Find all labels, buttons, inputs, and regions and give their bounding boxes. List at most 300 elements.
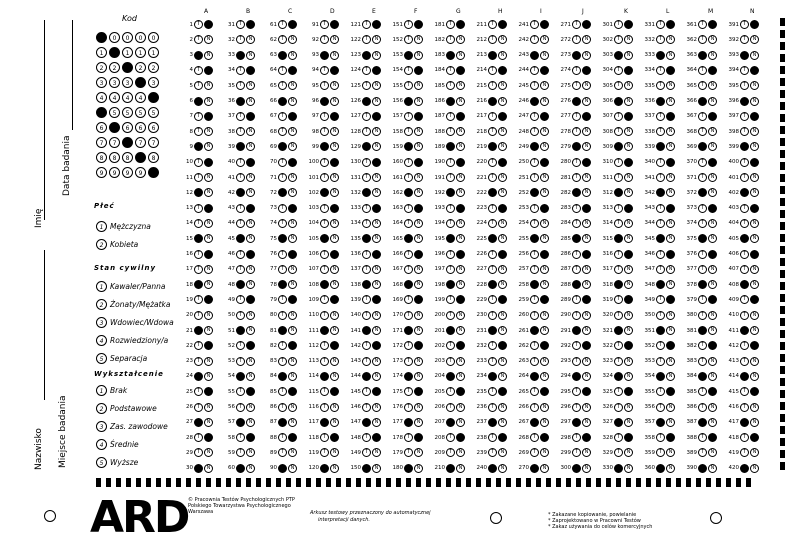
answer-bubble-t[interactable]: T bbox=[530, 311, 539, 320]
answer-bubble-n[interactable]: N bbox=[750, 387, 759, 396]
answer-bubble-t[interactable]: T bbox=[740, 403, 749, 412]
answer-bubble-n[interactable]: N bbox=[750, 51, 759, 60]
answer-bubble-t[interactable]: T bbox=[488, 464, 497, 473]
answer-bubble-t[interactable]: T bbox=[572, 142, 581, 151]
answer-bubble-n[interactable]: N bbox=[330, 81, 339, 90]
answer-bubble-n[interactable]: N bbox=[750, 464, 759, 473]
answer-bubble-t[interactable]: T bbox=[656, 204, 665, 213]
answer-bubble-n[interactable]: N bbox=[540, 127, 549, 136]
answer-bubble-t[interactable]: T bbox=[698, 66, 707, 75]
answer-bubble-n[interactable]: N bbox=[540, 326, 549, 335]
answer-bubble-t[interactable]: T bbox=[362, 280, 371, 289]
answer-bubble-n[interactable]: N bbox=[498, 372, 507, 381]
answer-bubble-n[interactable]: N bbox=[540, 403, 549, 412]
answer-bubble-t[interactable]: T bbox=[446, 81, 455, 90]
answer-bubble-t[interactable]: T bbox=[572, 387, 581, 396]
answer-bubble-n[interactable]: N bbox=[456, 158, 465, 167]
answer-bubble-t[interactable]: T bbox=[278, 341, 287, 350]
answer-bubble-n[interactable]: N bbox=[330, 295, 339, 304]
answer-bubble-t[interactable]: T bbox=[236, 188, 245, 197]
answer-bubble-t[interactable]: T bbox=[278, 81, 287, 90]
answer-bubble-n[interactable]: N bbox=[624, 387, 633, 396]
answer-bubble-t[interactable]: T bbox=[404, 387, 413, 396]
answer-bubble-n[interactable]: N bbox=[708, 265, 717, 274]
answer-bubble-t[interactable]: T bbox=[572, 341, 581, 350]
answer-bubble-n[interactable]: N bbox=[750, 311, 759, 320]
answer-bubble-n[interactable]: N bbox=[372, 372, 381, 381]
answer-bubble-n[interactable]: N bbox=[246, 280, 255, 289]
answer-bubble-t[interactable]: T bbox=[572, 234, 581, 243]
answer-bubble-n[interactable]: N bbox=[204, 418, 213, 427]
option-bubble[interactable]: 4 bbox=[96, 335, 107, 346]
answer-bubble-n[interactable]: N bbox=[666, 219, 675, 228]
answer-bubble-t[interactable]: T bbox=[362, 357, 371, 366]
answer-bubble-t[interactable]: T bbox=[740, 127, 749, 136]
answer-bubble-t[interactable]: T bbox=[236, 372, 245, 381]
answer-bubble-t[interactable]: T bbox=[320, 326, 329, 335]
answer-bubble-t[interactable]: T bbox=[530, 341, 539, 350]
marital-option[interactable] bbox=[96, 316, 174, 328]
answer-bubble-t[interactable]: T bbox=[194, 341, 203, 350]
answer-bubble-n[interactable]: N bbox=[288, 265, 297, 274]
code-bubble[interactable]: 3 bbox=[96, 77, 107, 88]
answer-bubble-n[interactable]: N bbox=[708, 142, 717, 151]
answer-bubble-n[interactable]: N bbox=[540, 464, 549, 473]
answer-bubble-t[interactable]: T bbox=[236, 295, 245, 304]
answer-bubble-n[interactable]: N bbox=[414, 433, 423, 442]
code-bubble[interactable]: 3 bbox=[135, 77, 146, 88]
answer-bubble-n[interactable]: N bbox=[414, 341, 423, 350]
answer-bubble-n[interactable]: N bbox=[456, 280, 465, 289]
answer-bubble-t[interactable]: T bbox=[614, 97, 623, 106]
answer-bubble-n[interactable]: N bbox=[456, 51, 465, 60]
answer-bubble-n[interactable]: N bbox=[204, 448, 213, 457]
answer-bubble-n[interactable]: N bbox=[456, 357, 465, 366]
answer-bubble-n[interactable]: N bbox=[708, 20, 717, 29]
answer-bubble-n[interactable]: N bbox=[540, 188, 549, 197]
answer-bubble-n[interactable]: N bbox=[372, 204, 381, 213]
answer-bubble-n[interactable]: N bbox=[540, 20, 549, 29]
answer-bubble-t[interactable]: T bbox=[404, 66, 413, 75]
answer-bubble-t[interactable]: T bbox=[698, 418, 707, 427]
answer-bubble-n[interactable]: N bbox=[582, 234, 591, 243]
answer-bubble-t[interactable]: T bbox=[404, 464, 413, 473]
answer-bubble-t[interactable]: T bbox=[572, 97, 581, 106]
answer-bubble-n[interactable]: N bbox=[582, 81, 591, 90]
answer-bubble-n[interactable]: N bbox=[330, 311, 339, 320]
answer-bubble-t[interactable]: T bbox=[740, 112, 749, 121]
answer-bubble-t[interactable]: T bbox=[404, 433, 413, 442]
answer-bubble-n[interactable]: N bbox=[330, 127, 339, 136]
answer-bubble-n[interactable]: N bbox=[624, 173, 633, 182]
answer-bubble-n[interactable]: N bbox=[708, 35, 717, 44]
answer-bubble-n[interactable]: N bbox=[540, 234, 549, 243]
answer-bubble-t[interactable]: T bbox=[278, 403, 287, 412]
answer-bubble-t[interactable]: T bbox=[656, 20, 665, 29]
answer-bubble-t[interactable]: T bbox=[404, 219, 413, 228]
answer-bubble-n[interactable]: N bbox=[204, 265, 213, 274]
answer-bubble-t[interactable]: T bbox=[698, 464, 707, 473]
answer-bubble-n[interactable]: N bbox=[414, 188, 423, 197]
answer-bubble-t[interactable]: T bbox=[572, 204, 581, 213]
answer-bubble-n[interactable]: N bbox=[708, 158, 717, 167]
answer-bubble-n[interactable]: N bbox=[246, 127, 255, 136]
answer-bubble-t[interactable]: T bbox=[278, 219, 287, 228]
answer-bubble-n[interactable]: N bbox=[414, 127, 423, 136]
answer-bubble-t[interactable]: T bbox=[278, 204, 287, 213]
answer-bubble-t[interactable]: T bbox=[404, 295, 413, 304]
answer-bubble-t[interactable]: T bbox=[320, 280, 329, 289]
answer-bubble-n[interactable]: N bbox=[624, 20, 633, 29]
answer-bubble-t[interactable]: T bbox=[698, 341, 707, 350]
answer-bubble-t[interactable]: T bbox=[236, 357, 245, 366]
answer-bubble-n[interactable]: N bbox=[582, 448, 591, 457]
answer-bubble-t[interactable]: T bbox=[278, 66, 287, 75]
place-field-line[interactable] bbox=[44, 250, 45, 400]
answer-bubble-t[interactable]: T bbox=[530, 387, 539, 396]
answer-bubble-t[interactable]: T bbox=[278, 35, 287, 44]
answer-bubble-t[interactable]: T bbox=[320, 403, 329, 412]
answer-bubble-n[interactable]: N bbox=[750, 326, 759, 335]
answer-bubble-n[interactable]: N bbox=[666, 311, 675, 320]
answer-bubble-n[interactable]: N bbox=[624, 357, 633, 366]
answer-bubble-t[interactable]: T bbox=[614, 51, 623, 60]
answer-bubble-t[interactable]: T bbox=[656, 295, 665, 304]
answer-bubble-n[interactable]: N bbox=[204, 97, 213, 106]
answer-bubble-t[interactable]: T bbox=[404, 142, 413, 151]
answer-bubble-t[interactable]: T bbox=[362, 433, 371, 442]
answer-bubble-n[interactable]: N bbox=[582, 250, 591, 259]
answer-bubble-t[interactable]: T bbox=[572, 188, 581, 197]
answer-bubble-n[interactable]: N bbox=[540, 204, 549, 213]
answer-bubble-n[interactable]: N bbox=[750, 250, 759, 259]
answer-bubble-t[interactable]: T bbox=[530, 127, 539, 136]
answer-bubble-n[interactable]: N bbox=[372, 127, 381, 136]
answer-bubble-t[interactable]: T bbox=[320, 311, 329, 320]
answer-bubble-n[interactable]: N bbox=[624, 97, 633, 106]
answer-bubble-t[interactable]: T bbox=[446, 112, 455, 121]
answer-bubble-n[interactable]: N bbox=[750, 188, 759, 197]
answer-bubble-n[interactable]: N bbox=[204, 372, 213, 381]
answer-bubble-t[interactable]: T bbox=[236, 464, 245, 473]
answer-bubble-t[interactable]: T bbox=[614, 403, 623, 412]
answer-bubble-n[interactable]: N bbox=[666, 295, 675, 304]
answer-bubble-t[interactable]: T bbox=[404, 81, 413, 90]
answer-bubble-n[interactable]: N bbox=[288, 112, 297, 121]
answer-bubble-n[interactable]: N bbox=[624, 81, 633, 90]
answer-bubble-n[interactable]: N bbox=[456, 418, 465, 427]
answer-bubble-n[interactable]: N bbox=[372, 387, 381, 396]
answer-bubble-n[interactable]: N bbox=[204, 357, 213, 366]
code-bubble[interactable]: 7 bbox=[109, 137, 120, 148]
answer-bubble-n[interactable]: N bbox=[708, 403, 717, 412]
education-option[interactable] bbox=[96, 420, 168, 432]
marital-option[interactable] bbox=[96, 280, 166, 292]
answer-bubble-n[interactable]: N bbox=[498, 66, 507, 75]
answer-bubble-t[interactable]: T bbox=[194, 81, 203, 90]
answer-bubble-t[interactable]: T bbox=[404, 341, 413, 350]
answer-bubble-t[interactable]: T bbox=[404, 326, 413, 335]
answer-bubble-n[interactable]: N bbox=[246, 295, 255, 304]
answer-bubble-t[interactable]: T bbox=[320, 464, 329, 473]
answer-bubble-n[interactable]: N bbox=[372, 448, 381, 457]
answer-bubble-n[interactable]: N bbox=[414, 448, 423, 457]
answer-bubble-n[interactable]: N bbox=[750, 341, 759, 350]
answer-bubble-t[interactable]: T bbox=[488, 20, 497, 29]
answer-bubble-t[interactable]: T bbox=[362, 127, 371, 136]
answer-bubble-n[interactable]: N bbox=[456, 66, 465, 75]
answer-bubble-n[interactable]: N bbox=[624, 433, 633, 442]
answer-bubble-t[interactable]: T bbox=[446, 265, 455, 274]
answer-bubble-n[interactable]: N bbox=[498, 112, 507, 121]
answer-bubble-n[interactable]: N bbox=[414, 372, 423, 381]
answer-bubble-n[interactable]: N bbox=[666, 250, 675, 259]
marital-option[interactable] bbox=[96, 334, 168, 346]
answer-bubble-t[interactable]: T bbox=[698, 142, 707, 151]
answer-bubble-n[interactable]: N bbox=[330, 280, 339, 289]
answer-bubble-n[interactable]: N bbox=[288, 433, 297, 442]
answer-bubble-t[interactable]: T bbox=[320, 81, 329, 90]
answer-bubble-t[interactable]: T bbox=[236, 326, 245, 335]
answer-bubble-t[interactable]: T bbox=[320, 387, 329, 396]
answer-bubble-n[interactable]: N bbox=[624, 464, 633, 473]
code-bubble[interactable]: 3 bbox=[109, 77, 120, 88]
code-bubble[interactable]: 2 bbox=[148, 62, 159, 73]
answer-bubble-t[interactable]: T bbox=[278, 127, 287, 136]
answer-bubble-n[interactable]: N bbox=[498, 35, 507, 44]
answer-bubble-n[interactable]: N bbox=[666, 35, 675, 44]
answer-bubble-n[interactable]: N bbox=[708, 341, 717, 350]
answer-bubble-n[interactable]: N bbox=[666, 142, 675, 151]
answer-bubble-t[interactable]: T bbox=[740, 311, 749, 320]
answer-bubble-t[interactable]: T bbox=[404, 448, 413, 457]
answer-bubble-n[interactable]: N bbox=[666, 158, 675, 167]
answer-bubble-t[interactable]: T bbox=[320, 433, 329, 442]
answer-bubble-n[interactable]: N bbox=[666, 51, 675, 60]
answer-bubble-t[interactable]: T bbox=[572, 295, 581, 304]
answer-bubble-t[interactable]: T bbox=[614, 433, 623, 442]
answer-bubble-n[interactable]: N bbox=[498, 250, 507, 259]
answer-bubble-n[interactable]: N bbox=[582, 403, 591, 412]
answer-bubble-t[interactable]: T bbox=[320, 265, 329, 274]
answer-bubble-n[interactable]: N bbox=[750, 20, 759, 29]
answer-bubble-t[interactable]: T bbox=[446, 280, 455, 289]
answer-bubble-n[interactable]: N bbox=[750, 66, 759, 75]
answer-bubble-t[interactable]: T bbox=[656, 418, 665, 427]
answer-bubble-n[interactable]: N bbox=[414, 295, 423, 304]
answer-bubble-t[interactable]: T bbox=[362, 158, 371, 167]
option-bubble[interactable]: 1 bbox=[96, 385, 107, 396]
answer-bubble-t[interactable]: T bbox=[236, 311, 245, 320]
answer-bubble-n[interactable]: N bbox=[246, 35, 255, 44]
answer-bubble-n[interactable]: N bbox=[750, 81, 759, 90]
answer-bubble-t[interactable]: T bbox=[236, 142, 245, 151]
answer-bubble-n[interactable]: N bbox=[624, 51, 633, 60]
answer-bubble-t[interactable]: T bbox=[446, 387, 455, 396]
answer-bubble-t[interactable]: T bbox=[194, 127, 203, 136]
answer-bubble-t[interactable]: T bbox=[740, 418, 749, 427]
answer-bubble-n[interactable]: N bbox=[330, 35, 339, 44]
answer-bubble-n[interactable]: N bbox=[708, 464, 717, 473]
answer-bubble-t[interactable]: T bbox=[320, 51, 329, 60]
answer-bubble-n[interactable]: N bbox=[246, 219, 255, 228]
answer-bubble-t[interactable]: T bbox=[362, 372, 371, 381]
answer-bubble-n[interactable]: N bbox=[204, 219, 213, 228]
answer-bubble-n[interactable]: N bbox=[750, 97, 759, 106]
answer-bubble-n[interactable]: N bbox=[540, 158, 549, 167]
answer-bubble-t[interactable]: T bbox=[446, 418, 455, 427]
code-bubble[interactable]: 0 bbox=[122, 32, 133, 43]
answer-bubble-n[interactable]: N bbox=[540, 66, 549, 75]
answer-bubble-n[interactable]: N bbox=[372, 112, 381, 121]
answer-bubble-t[interactable]: T bbox=[362, 311, 371, 320]
answer-bubble-n[interactable]: N bbox=[330, 66, 339, 75]
answer-bubble-t[interactable]: T bbox=[404, 158, 413, 167]
code-bubble[interactable]: 2 bbox=[122, 62, 133, 73]
answer-bubble-n[interactable]: N bbox=[498, 142, 507, 151]
answer-bubble-t[interactable]: T bbox=[740, 433, 749, 442]
code-bubble[interactable]: 6 bbox=[148, 122, 159, 133]
answer-bubble-t[interactable]: T bbox=[236, 387, 245, 396]
answer-bubble-t[interactable]: T bbox=[530, 188, 539, 197]
answer-bubble-n[interactable]: N bbox=[372, 250, 381, 259]
answer-bubble-n[interactable]: N bbox=[666, 66, 675, 75]
answer-bubble-t[interactable]: T bbox=[404, 20, 413, 29]
answer-bubble-n[interactable]: N bbox=[372, 280, 381, 289]
answer-bubble-n[interactable]: N bbox=[540, 142, 549, 151]
answer-bubble-t[interactable]: T bbox=[530, 372, 539, 381]
answer-bubble-n[interactable]: N bbox=[456, 81, 465, 90]
answer-bubble-n[interactable]: N bbox=[456, 127, 465, 136]
option-bubble[interactable]: 3 bbox=[96, 421, 107, 432]
answer-bubble-n[interactable]: N bbox=[372, 219, 381, 228]
answer-bubble-n[interactable]: N bbox=[582, 158, 591, 167]
answer-bubble-n[interactable]: N bbox=[414, 35, 423, 44]
answer-bubble-n[interactable]: N bbox=[372, 188, 381, 197]
answer-bubble-t[interactable]: T bbox=[614, 188, 623, 197]
answer-bubble-n[interactable]: N bbox=[372, 20, 381, 29]
answer-bubble-n[interactable]: N bbox=[750, 433, 759, 442]
answer-bubble-t[interactable]: T bbox=[194, 433, 203, 442]
answer-bubble-t[interactable]: T bbox=[320, 142, 329, 151]
answer-bubble-n[interactable]: N bbox=[456, 433, 465, 442]
answer-bubble-t[interactable]: T bbox=[194, 464, 203, 473]
answer-bubble-t[interactable]: T bbox=[488, 448, 497, 457]
answer-bubble-t[interactable]: T bbox=[362, 219, 371, 228]
answer-bubble-n[interactable]: N bbox=[708, 357, 717, 366]
answer-bubble-t[interactable]: T bbox=[362, 403, 371, 412]
answer-bubble-n[interactable]: N bbox=[750, 158, 759, 167]
answer-bubble-n[interactable]: N bbox=[708, 234, 717, 243]
answer-bubble-t[interactable]: T bbox=[698, 81, 707, 90]
answer-bubble-t[interactable]: T bbox=[698, 158, 707, 167]
answer-bubble-t[interactable]: T bbox=[320, 341, 329, 350]
answer-bubble-t[interactable]: T bbox=[530, 204, 539, 213]
answer-bubble-t[interactable]: T bbox=[278, 372, 287, 381]
answer-bubble-n[interactable]: N bbox=[288, 250, 297, 259]
answer-bubble-n[interactable]: N bbox=[708, 66, 717, 75]
answer-bubble-n[interactable]: N bbox=[372, 35, 381, 44]
answer-bubble-n[interactable]: N bbox=[288, 66, 297, 75]
answer-bubble-t[interactable]: T bbox=[236, 234, 245, 243]
answer-bubble-t[interactable]: T bbox=[446, 204, 455, 213]
answer-bubble-t[interactable]: T bbox=[698, 372, 707, 381]
answer-bubble-n[interactable]: N bbox=[582, 204, 591, 213]
answer-bubble-n[interactable]: N bbox=[414, 280, 423, 289]
answer-bubble-t[interactable]: T bbox=[194, 173, 203, 182]
answer-bubble-n[interactable]: N bbox=[540, 448, 549, 457]
code-bubble[interactable]: 1 bbox=[122, 47, 133, 58]
answer-bubble-t[interactable]: T bbox=[446, 219, 455, 228]
option-bubble[interactable]: 5 bbox=[96, 353, 107, 364]
answer-bubble-t[interactable]: T bbox=[278, 433, 287, 442]
answer-bubble-n[interactable]: N bbox=[708, 127, 717, 136]
answer-bubble-n[interactable]: N bbox=[204, 403, 213, 412]
answer-bubble-t[interactable]: T bbox=[530, 219, 539, 228]
answer-bubble-n[interactable]: N bbox=[414, 311, 423, 320]
answer-bubble-t[interactable]: T bbox=[362, 97, 371, 106]
answer-bubble-t[interactable]: T bbox=[656, 357, 665, 366]
answer-bubble-t[interactable]: T bbox=[572, 357, 581, 366]
answer-bubble-n[interactable]: N bbox=[246, 387, 255, 396]
answer-bubble-t[interactable]: T bbox=[446, 234, 455, 243]
code-bubble[interactable]: 4 bbox=[135, 92, 146, 103]
answer-bubble-n[interactable]: N bbox=[666, 357, 675, 366]
answer-bubble-t[interactable]: T bbox=[740, 142, 749, 151]
answer-bubble-t[interactable]: T bbox=[194, 387, 203, 396]
answer-bubble-n[interactable]: N bbox=[666, 97, 675, 106]
answer-bubble-n[interactable]: N bbox=[498, 204, 507, 213]
answer-bubble-n[interactable]: N bbox=[414, 204, 423, 213]
answer-bubble-n[interactable]: N bbox=[456, 35, 465, 44]
answer-bubble-t[interactable]: T bbox=[656, 112, 665, 121]
answer-bubble-n[interactable]: N bbox=[456, 142, 465, 151]
answer-bubble-n[interactable]: N bbox=[414, 51, 423, 60]
answer-bubble-t[interactable]: T bbox=[656, 81, 665, 90]
answer-bubble-n[interactable]: N bbox=[372, 433, 381, 442]
answer-bubble-t[interactable]: T bbox=[530, 464, 539, 473]
answer-bubble-n[interactable]: N bbox=[456, 112, 465, 121]
code-bubble[interactable]: 4 bbox=[122, 92, 133, 103]
answer-bubble-n[interactable]: N bbox=[750, 112, 759, 121]
answer-bubble-n[interactable]: N bbox=[540, 295, 549, 304]
answer-bubble-n[interactable]: N bbox=[624, 280, 633, 289]
answer-bubble-t[interactable]: T bbox=[572, 403, 581, 412]
answer-bubble-t[interactable]: T bbox=[362, 188, 371, 197]
answer-bubble-t[interactable]: T bbox=[194, 448, 203, 457]
answer-bubble-n[interactable]: N bbox=[498, 265, 507, 274]
answer-bubble-n[interactable]: N bbox=[330, 204, 339, 213]
answer-bubble-n[interactable]: N bbox=[372, 173, 381, 182]
answer-bubble-t[interactable]: T bbox=[740, 35, 749, 44]
answer-bubble-n[interactable]: N bbox=[372, 234, 381, 243]
answer-bubble-t[interactable]: T bbox=[656, 51, 665, 60]
option-bubble[interactable]: 5 bbox=[96, 457, 107, 468]
answer-bubble-t[interactable]: T bbox=[614, 280, 623, 289]
answer-bubble-t[interactable]: T bbox=[446, 35, 455, 44]
option-bubble[interactable]: 2 bbox=[96, 299, 107, 310]
code-bubble[interactable]: 5 bbox=[96, 107, 107, 118]
answer-bubble-n[interactable]: N bbox=[330, 418, 339, 427]
answer-bubble-t[interactable]: T bbox=[530, 357, 539, 366]
answer-bubble-n[interactable]: N bbox=[288, 158, 297, 167]
answer-bubble-n[interactable]: N bbox=[330, 464, 339, 473]
answer-bubble-t[interactable]: T bbox=[488, 219, 497, 228]
answer-bubble-t[interactable]: T bbox=[572, 51, 581, 60]
code-bubble[interactable]: 1 bbox=[109, 47, 120, 58]
answer-bubble-n[interactable]: N bbox=[540, 97, 549, 106]
answer-bubble-t[interactable]: T bbox=[320, 357, 329, 366]
